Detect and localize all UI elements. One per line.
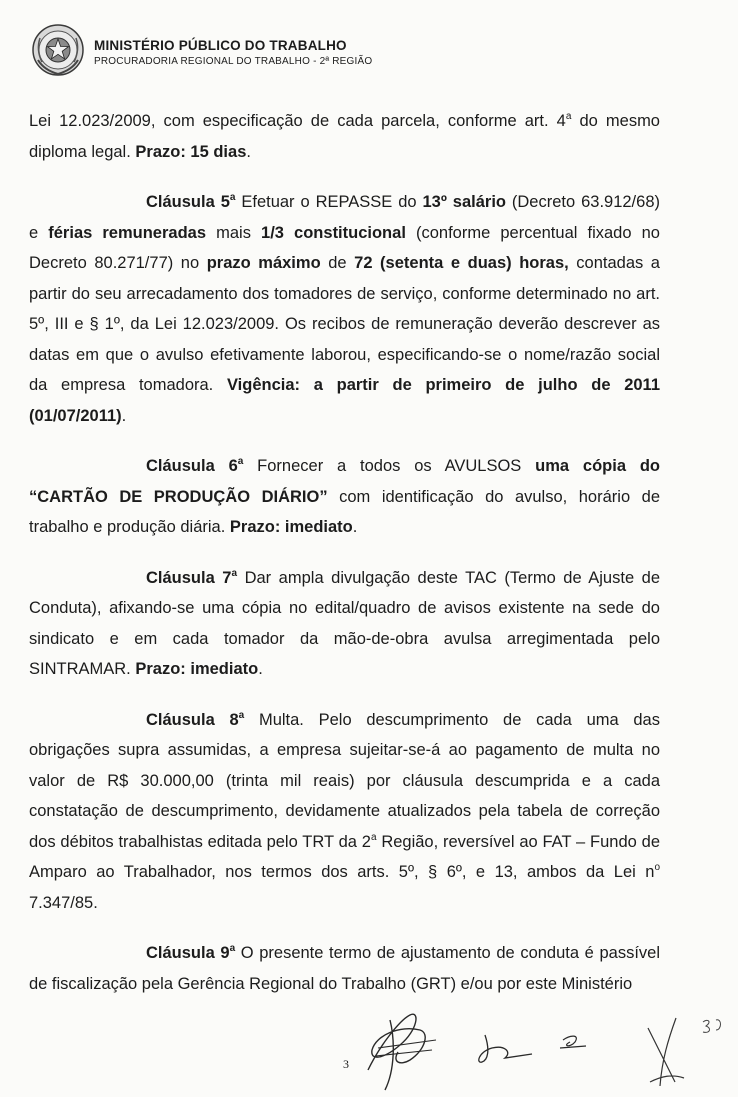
paragraph-continuation: Lei 12.023/2009, com especificação de cada parcela, conforme art. 4$^a$ do mesmo diploma legal. Prazo: 15 dias. <box>29 111 660 161</box>
document-body <box>29 106 660 999</box>
clause-7: Cláusula 7$^a$ Dar ampla divulgação deste TAC (Termo de Ajuste de Conduta), afixando-se uma cópia no edital/quadro de avisos existente na sede do sindicato e em cada tomador da mão-de-obra avulsa arregimentada pelo SINTRAMAR. Prazo: imediato. <box>29 567 660 678</box>
clause-9: Cláusula 9$^a$ O presente termo de ajustamento de conduta é passível de fiscalização pela Gerência Regional do Trabalho (GRT) e/ou por este Ministério <box>29 943 660 993</box>
clause-title: Cláusula 7$^a$ <box>146 567 238 587</box>
clause-title: Cláusula 9$^a$ <box>146 943 236 962</box>
clause-title: Cláusula 8$^a$ <box>146 709 245 729</box>
clause-8: Cláusula 8$^a$ Multa. Pelo descumprimento de cada uma das obrigações supra assumidas, a empresa sujeitar-se-á ao pagamento de multa no valor de R$ 30.000,00 (trinta mil reais) por cláusula descumprida e a cada constatação de descumprimento, devidamente atualizados pela tabela de correção dos débitos trabalhistas editada pelo TRT da 2$^a$ Região, reversível ao FAT – Fundo de Amparo ao Trabalhador, nos termos dos arts. 5º, § 6º, e 13, ambos da Lei $n^o$ 7.347/85. <box>29 709 660 912</box>
clause-title: Cláusula 5$^a$ <box>146 192 236 211</box>
coat-of-arms-seal-icon <box>30 22 86 78</box>
org-subtitle: PROCURADORIA REGIONAL DO TRABALHO - 2ª REGIÃO <box>94 56 373 67</box>
org-name: MINISTÉRIO PÚBLICO DO TRABALHO <box>94 38 347 53</box>
handwritten-signatures <box>0 990 738 1097</box>
letterhead <box>30 22 530 82</box>
clause-title: Cláusula 6$^a$ <box>146 456 244 475</box>
clause-6: Cláusula 6$^a$ Fornecer a todos os AVULSOS uma cópia do “CARTÃO DE PRODUÇÃO DIÁRIO” com identificação do avulso, horário de trabalho e produção diária. Prazo: imediato. <box>29 456 660 536</box>
page-number: 3 <box>343 1057 349 1071</box>
clause-5: Cláusula 5$^a$ Efetuar o REPASSE do 13º salário (Decreto 63.912/68) e férias remuneradas mais 1/3 constitucional (conforme percentual fixado no Decreto 80.271/77) no prazo máximo de 72 (setenta e duas) horas, contadas a partir do seu arrecadamento dos tomadores de serviço, conforme determinado no art. 5º, III e § 1º, da Lei 12.023/2009. Os recibos de remuneração deverão descrever as datas em que o avulso efetivamente laborou, especificando-se o nome/razão social da empresa tomadora. Vigência: a partir de primeiro de julho de 2011 (01/07/2011). <box>29 192 661 425</box>
